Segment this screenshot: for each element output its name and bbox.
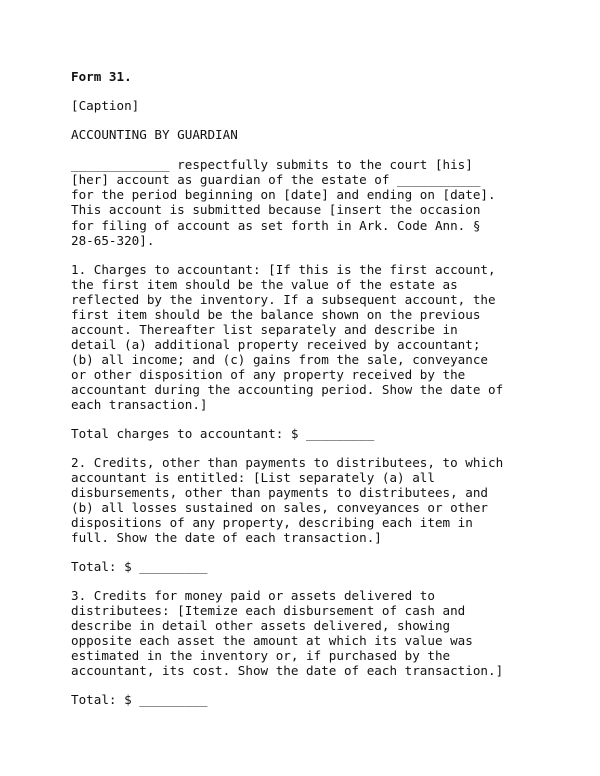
section1-line: the first item should be the value of the estate as (71, 277, 458, 292)
form-title: Form 31. (71, 69, 132, 84)
section1-total: Total charges to accountant: $ _________ (71, 426, 375, 441)
section1-line: detail (a) additional property received by accountant; (71, 337, 481, 352)
section2-line: disbursements, other than payments to distributees, and (71, 485, 489, 500)
section3-total: Total: $ _________ (71, 692, 208, 707)
section3-line: distributees: [Itemize each disbursement of cash and (71, 603, 466, 618)
section2-total: Total: $ _________ (71, 559, 208, 574)
section1-line: reflected by the inventory. If a subsequent account, the (71, 292, 496, 307)
section1-line: 1. Charges to accountant: [If this is the first account, (71, 262, 496, 277)
section1-line: each transaction.] (71, 397, 208, 412)
intro-line: This account is submitted because [insert the occasion (71, 202, 481, 217)
intro-line: for the period beginning on [date] and ending on [date]. (71, 187, 496, 202)
section1-line: or other disposition of any property received by the (71, 367, 466, 382)
section2-line: accountant is entitled: [List separately (a) all (71, 470, 435, 485)
intro-line: _____________ respectfully submits to the court [his] (71, 157, 473, 172)
caption-placeholder: [Caption] (71, 98, 140, 113)
section2-line: 2. Credits, other than payments to distributees, to which (71, 455, 504, 470)
section3-line: describe in detail other assets delivered, showing (71, 618, 451, 633)
intro-line: for filing of account as set forth in Ark. Code Ann. § (71, 218, 481, 233)
intro-line: 28-65-320]. (71, 233, 155, 248)
section3-line: estimated in the inventory or, if purchased by the (71, 648, 451, 663)
section3-line: accountant, its cost. Show the date of each transaction.] (71, 663, 504, 678)
section1-line: accountant during the accounting period. Show the date of (71, 382, 504, 397)
section2-line: (b) all losses sustained on sales, conveyances or other (71, 500, 489, 515)
section1-line: first item should be the balance shown on the previous (71, 307, 481, 322)
section2-line: dispositions of any property, describing each item in (71, 515, 473, 530)
section3-line: opposite each asset the amount at which its value was (71, 633, 473, 648)
section3-line: 3. Credits for money paid or assets delivered to (71, 588, 435, 603)
section2-line: full. Show the date of each transaction.] (71, 530, 382, 545)
document-heading: ACCOUNTING BY GUARDIAN (71, 127, 238, 142)
intro-line: [her] account as guardian of the estate of ___________ (71, 172, 481, 187)
section1-line: (b) all income; and (c) gains from the sale, conveyance (71, 352, 489, 367)
section1-line: account. Thereafter list separately and describe in (71, 322, 458, 337)
